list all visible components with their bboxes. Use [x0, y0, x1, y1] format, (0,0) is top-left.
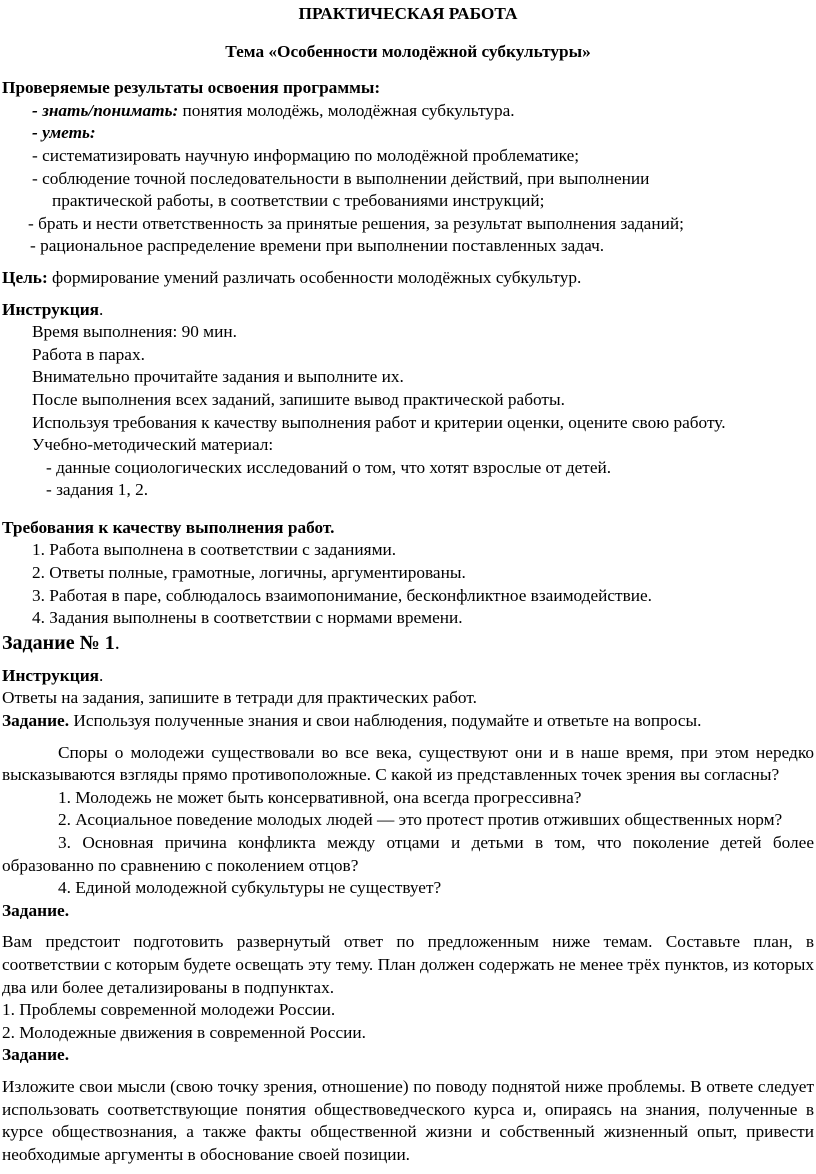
requirement-item: 3. Работая в паре, соблюдалось взаимопонимание, бесконфликтное взаимодействие. [32, 585, 652, 605]
instruction-line: Используя требования к качеству выполнения работ и критерии оценки, оцените свою работу. [32, 412, 726, 432]
task1-task-text: Используя полученные знания и свои наблюдения, подумайте и ответьте на вопросы. [69, 711, 702, 731]
instruction-line: Учебно-методический материал: [32, 435, 274, 455]
instruction-heading: Инструкция. [2, 299, 104, 319]
instruction-line: Работа в парах. [32, 344, 145, 364]
results-item: - соблюдение точной последовательности в выполнении действий, при выполнении [32, 168, 650, 188]
topic-heading: Тема «Особенности молодёжной субкультуры» [225, 41, 591, 61]
know-label: - знать/понимать: [32, 100, 179, 120]
material-item: - данные социологических исследований о том, что хотят взрослые от детей. [46, 457, 612, 477]
task1-instruction-text: Ответы на задания, запишите в тетради для практических работ. [2, 688, 477, 708]
task1-task-line [2, 710, 814, 733]
results-item: - систематизировать научную информацию по молодёжной проблематике; [32, 145, 580, 165]
know-text: понятия молодёжь, молодёжная субкультура. [178, 100, 515, 120]
document-page [0, 3, 816, 1174]
page-title: ПРАКТИЧЕСКАЯ РАБОТА [298, 4, 518, 23]
requirement-item: 2. Ответы полные, грамотные, логичны, аргументированы. [32, 563, 466, 583]
can-line [2, 122, 814, 145]
task1-task-label: Задание. [2, 711, 70, 731]
task1-heading: Задание № 1. [2, 631, 120, 654]
task1-question: 1. Молодежь не может быть консервативной, она всегда прогрессивна? [58, 787, 582, 807]
task2-topic: 1. Проблемы современной молодежи России. [2, 1000, 336, 1020]
task2-topic: 2. Молодежные движения в современной России. [2, 1022, 366, 1042]
task1-question: 2. Асоциальное поведение молодых людей — это протест против отживших общественных норм? [58, 810, 783, 830]
can-label: - уметь: [32, 123, 96, 143]
task2-heading: Задание. [2, 900, 70, 920]
instruction-line: Внимательно прочитайте задания и выполните их. [32, 367, 404, 387]
goal-line [2, 267, 814, 290]
task1-question: 3. Основная причина конфликта между отцами и детьми в том, что поколение детей более образованно по сравнению с поколением отцов? [2, 833, 814, 875]
instruction-line: Время выполнения: 90 мин. [32, 322, 237, 342]
task2-text: Вам предстоит подготовить развернутый ответ по предложенным ниже темам. Составьте план, в соответствии с которым будете освещать эту тему. План должен содержать не менее трёх пунктов, из которых два или более детализированы в подпунктах. [2, 932, 814, 997]
task1-instruction-heading: Инструкция. [2, 665, 104, 685]
goal-label: Цель: [2, 267, 48, 287]
requirement-item: 4. Задания выполнены в соответствии с нормами времени. [32, 608, 463, 628]
task3-heading: Задание. [2, 1045, 70, 1065]
results-heading: Проверяемые результаты освоения программы: [2, 78, 381, 98]
requirements-heading: Требования к качеству выполнения работ. [2, 517, 335, 537]
know-line [2, 100, 814, 123]
results-item-continuation: практической работы, в соответствии с требованиями инструкций; [52, 191, 545, 211]
material-item: - задания 1, 2. [46, 480, 149, 500]
results-item: - рациональное распределение времени при выполнении поставленных задач. [30, 236, 605, 256]
task3-text: Изложите свои мысли (свою точку зрения, отношение) по поводу поднятой ниже проблемы. В ответе следует использовать соответствующие понятия обществоведческого курса и, опираясь на знания, полученные в курсе обществознания, а также факты общественной жизни и собственный жизненный опыт, привести необходимые аргументы в обоснование своей позиции. [2, 1076, 814, 1164]
task1-question: 4. Единой молодежной субкультуры не существует? [58, 878, 442, 898]
goal-text: формирование умений различать особенности молодёжных субкультур. [47, 267, 582, 287]
requirement-item: 1. Работа выполнена в соответствии с заданиями. [32, 540, 397, 560]
results-item: - брать и нести ответственность за принятые решения, за результат выполнения заданий; [28, 213, 684, 233]
task1-intro: Споры о молодежи существовали во все века, существуют они и в наше время, при этом нередко высказываются взгляды прямо противоположные. С какой из представленных точек зрения вы согласны? [2, 742, 814, 785]
instruction-line: После выполнения всех заданий, запишите вывод практической работы. [32, 389, 565, 409]
